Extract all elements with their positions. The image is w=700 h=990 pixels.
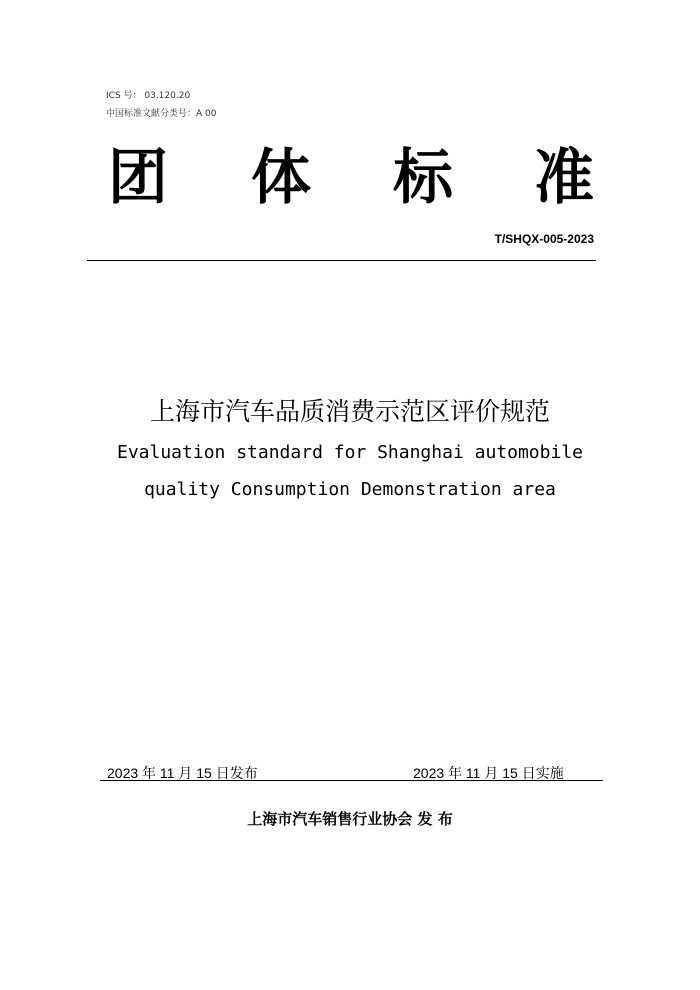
standard-number: T/SHQX-005-2023 xyxy=(494,232,594,246)
date-divider xyxy=(100,780,603,781)
header-divider xyxy=(87,260,596,261)
publish-date: 2023 年 11 月 15 日发布 xyxy=(107,765,258,781)
doc-type-char-4: 准 xyxy=(534,143,594,213)
implementation-date: 2023 年 11 月 15 日实施 xyxy=(413,765,564,781)
ics-code: ICS 号： 03.120.20 xyxy=(106,91,191,101)
title-chinese: 上海市汽车品质消费示范区评价规范 xyxy=(149,397,550,426)
title-english-line-1: Evaluation standard for Shanghai automobile xyxy=(117,442,583,463)
doc-type-char-1: 团 xyxy=(108,143,168,213)
clc-code: 中国标准文献分类号：A 00 xyxy=(106,109,217,119)
issuer: 上海市汽车销售行业协会 发 布 xyxy=(247,810,453,828)
title-english-line-2: quality Consumption Demonstration area xyxy=(144,479,556,500)
doc-type-char-3: 标 xyxy=(393,143,453,213)
doc-type-char-2: 体 xyxy=(251,143,311,213)
